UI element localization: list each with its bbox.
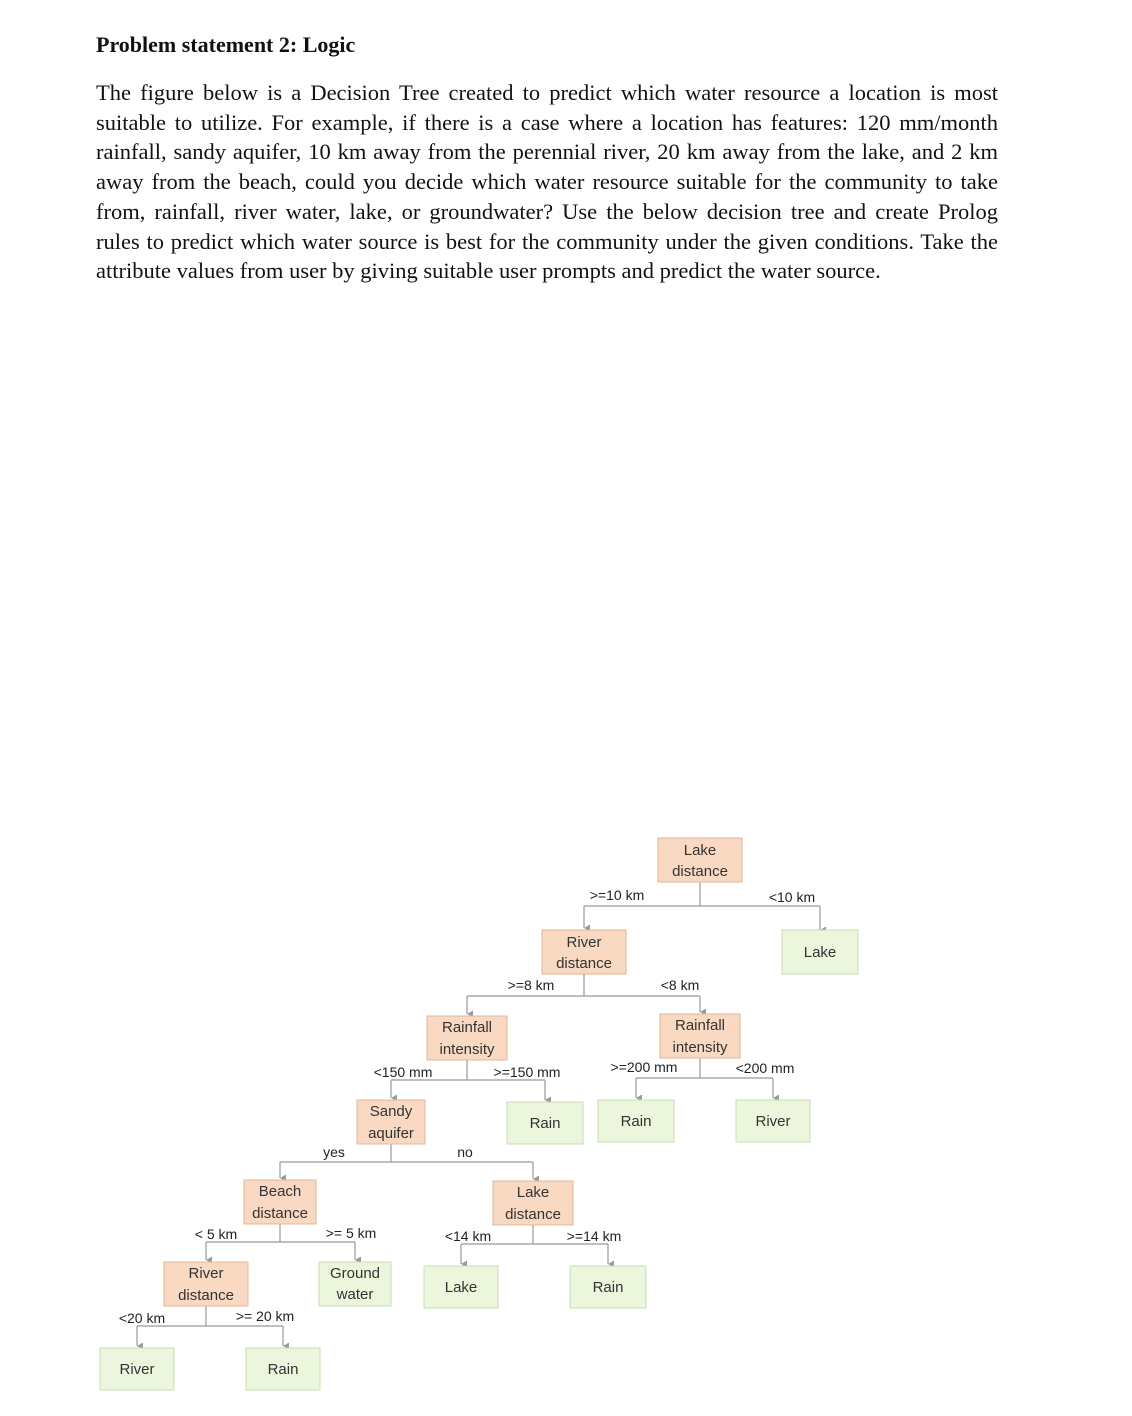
svg-text:River: River — [566, 934, 602, 951]
edge-label: >=200 mm — [610, 1059, 678, 1075]
node-rain-leaf — [598, 1100, 674, 1142]
svg-text:Beach: Beach — [258, 1183, 302, 1200]
edge-label: >= 5 km — [325, 1225, 377, 1241]
node-river-distance-2 — [164, 1262, 248, 1306]
problem-heading: Problem statement 2: Logic — [96, 32, 356, 57]
svg-text:Lake: Lake — [444, 1279, 478, 1296]
svg-text:Lake: Lake — [683, 842, 717, 859]
svg-text:aquifer: aquifer — [368, 1125, 414, 1142]
node-rainfall-intensity-right — [660, 1014, 740, 1058]
node-lake-leaf — [782, 930, 858, 974]
edge-label: <10 km — [768, 889, 816, 905]
svg-text:River: River — [119, 1361, 155, 1378]
edge-label: <200 mm — [735, 1060, 795, 1076]
node-rainfall-intensity-left — [427, 1016, 507, 1060]
edge-label: <14 km — [444, 1228, 492, 1244]
edge-label: >=10 km — [589, 887, 645, 903]
svg-text:distance: distance — [505, 1206, 561, 1223]
svg-text:Sandy: Sandy — [369, 1103, 413, 1120]
svg-text:Rain: Rain — [267, 1361, 299, 1378]
svg-text:intensity: intensity — [672, 1039, 728, 1056]
svg-text:Lake: Lake — [803, 944, 837, 961]
svg-text:distance: distance — [178, 1287, 234, 1304]
edge-label: no — [457, 1144, 473, 1160]
svg-text:Rainfall: Rainfall — [674, 1017, 726, 1034]
svg-text:River: River — [755, 1113, 791, 1130]
edge-label: >= 20 km — [235, 1308, 295, 1324]
node-lake-distance — [658, 838, 742, 882]
edge-label: <150 mm — [373, 1064, 433, 1080]
svg-text:River: River — [188, 1265, 224, 1282]
node-groundwater-leaf — [319, 1262, 391, 1306]
svg-text:water: water — [336, 1286, 374, 1303]
node-river-leaf — [736, 1100, 810, 1142]
node-lake-leaf — [424, 1266, 498, 1308]
svg-text:distance: distance — [672, 863, 728, 880]
edge-label: <8 km — [660, 977, 700, 993]
edge-label: >=150 mm — [493, 1064, 561, 1080]
edge-label: yes — [323, 1144, 345, 1160]
node-rain-leaf — [507, 1102, 583, 1144]
node-rain-leaf — [570, 1266, 646, 1308]
edge-label: >=8 km — [507, 977, 555, 993]
node-sandy-aquifer — [357, 1100, 425, 1144]
problem-paragraph: The figure below is a Decision Tree created to predict which water resource a location is most suitable to utilize. For example, if there is a case where a location has features: 120 mm/month rainfall, sandy aquifer, 10 km away from the perennial river, 20 km away from the lake, and 2 km away from the beach, could you decide which water resource suitable for the community to take from, rainfall, river water, lake, or groundwater? Use the below decision tree and create Prolog rules to predict which water source is best for the community under the given conditions. Take the attribute values from user by giving suitable user prompts and predict the water source. — [96, 80, 998, 284]
edge-label: < 5 km — [194, 1226, 238, 1242]
edge-label: <20 km — [118, 1310, 166, 1326]
node-lake-distance-2 — [493, 1181, 573, 1225]
svg-text:intensity: intensity — [439, 1041, 495, 1058]
svg-text:Lake: Lake — [516, 1184, 550, 1201]
svg-text:distance: distance — [556, 955, 612, 972]
svg-text:distance: distance — [252, 1205, 308, 1222]
node-beach-distance — [244, 1180, 316, 1224]
svg-text:Rain: Rain — [592, 1279, 624, 1296]
node-river-leaf — [100, 1348, 174, 1390]
edge-label: >=14 km — [566, 1228, 622, 1244]
node-rain-leaf — [246, 1348, 320, 1390]
node-river-distance — [542, 930, 626, 974]
edge-labels — [119, 887, 815, 1326]
svg-text:Rain: Rain — [620, 1113, 652, 1130]
svg-text:Rainfall: Rainfall — [441, 1019, 493, 1036]
svg-text:Rain: Rain — [529, 1115, 561, 1132]
svg-text:Ground: Ground — [329, 1265, 381, 1282]
